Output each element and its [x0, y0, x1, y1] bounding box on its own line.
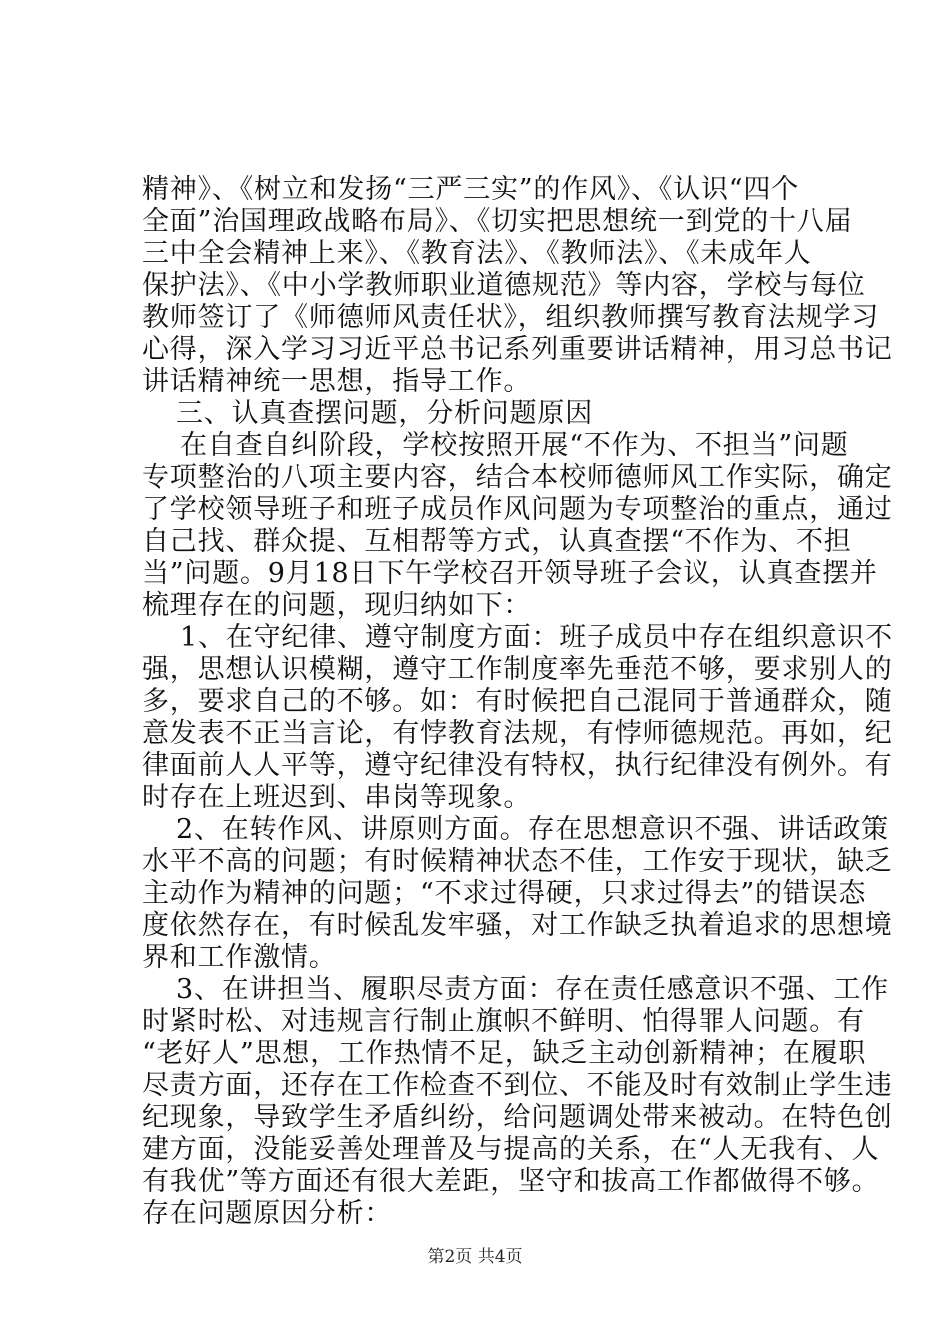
body-line: 多，要求自己的不够。如：有时候把自己混同于普通群众，随	[142, 686, 893, 717]
body-line: “老好人”思想，工作热情不足，缺乏主动创新精神；在履职	[142, 1038, 867, 1069]
body-line: 讲话精神统一思想，指导工作。	[142, 366, 532, 397]
paragraph-first-line: 2、在转作风、讲原则方面。存在思想意识不强、讲话政策	[176, 814, 889, 845]
section-heading: 三、认真查摆问题，分析问题原因	[176, 398, 593, 429]
body-line: 存在问题原因分析：	[142, 1198, 393, 1229]
body-line: 界和工作激情。	[142, 942, 337, 973]
body-line: 主动作为精神的问题；“不求过得硬，只求过得去”的错误态	[142, 878, 867, 909]
body-line: 全面”治国理政战略布局》、《切实把思想统一到党的十八届	[142, 206, 853, 237]
body-line: 保护法》、《中小学教师职业道德规范》等内容，学校与每位	[142, 270, 866, 301]
body-line: 水平不高的问题；有时候精神状态不佳，工作安于现状，缺乏	[142, 846, 893, 877]
body-line: 当”问题。9月18日下午学校召开领导班子会议，认真查摆并	[142, 558, 878, 589]
body-line: 纪现象，导致学生矛盾纠纷，给问题调处带来被动。在特色创	[142, 1102, 893, 1133]
paragraph-first-line: 1、在守纪律、遵守制度方面：班子成员中存在组织意识不	[180, 622, 893, 653]
body-line: 意发表不正当言论，有悖教育法规，有悖师德规范。再如，纪	[142, 718, 893, 749]
body-line: 律面前人人平等，遵守纪律没有特权，执行纪律没有例外。有	[142, 750, 893, 781]
body-line: 时存在上班迟到、串岗等现象。	[142, 782, 532, 813]
body-line: 度依然存在，有时候乱发牢骚，对工作缺乏执着追求的思想境	[142, 910, 893, 941]
body-line: 教师签订了《师德师风责任状》，组织教师撰写教育法规学习	[142, 302, 880, 333]
body-line: 建方面，没能妥善处理普及与提高的关系，在“人无我有、人	[142, 1134, 880, 1165]
body-line: 心得，深入学习习近平总书记系列重要讲话精神，用习总书记	[142, 334, 893, 365]
body-line: 尽责方面，还存在工作检查不到位、不能及时有效制止学生违	[142, 1070, 893, 1101]
body-line: 了学校领导班子和班子成员作风问题为专项整治的重点，通过	[142, 494, 893, 525]
body-line: 自己找、群众提、互相帮等方式，认真查摆“不作为、不担	[142, 526, 852, 557]
body-line: 有我优”等方面还有很大差距，坚守和拔高工作都做得不够。	[142, 1166, 880, 1197]
body-line: 三中全会精神上来》、《教育法》、《教师法》、《未成年人	[142, 238, 812, 269]
body-line: 强，思想认识模糊，遵守工作制度率先垂范不够，要求别人的	[142, 654, 893, 685]
paragraph-first-line: 在自查自纠阶段，学校按照开展“不作为、不担当”问题	[180, 430, 849, 461]
body-line: 时紧时松、对违规言行制止旗帜不鲜明、怕得罪人问题。有	[142, 1006, 865, 1037]
body-line: 精神》、《树立和发扬“三严三实”的作风》、《认识“四个	[142, 174, 800, 205]
paragraph-first-line: 3、在讲担当、履职尽责方面：存在责任感意识不强、工作	[176, 974, 889, 1005]
page-number-footer: 第2页 共4页	[427, 1247, 523, 1267]
body-line: 梳理存在的问题，现归纳如下：	[142, 590, 532, 621]
body-line: 专项整治的八项主要内容，结合本校师德师风工作实际，确定	[142, 462, 893, 493]
